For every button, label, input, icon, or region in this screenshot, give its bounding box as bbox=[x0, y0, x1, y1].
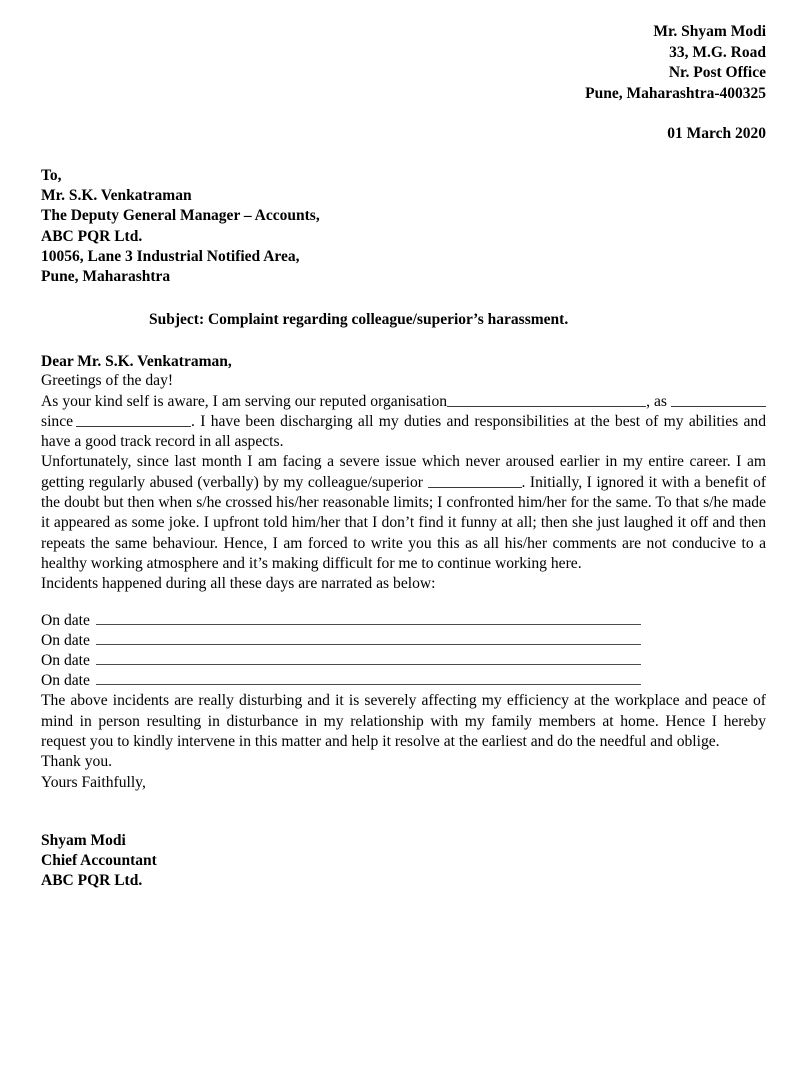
incident-detail-blank[interactable] bbox=[96, 611, 641, 625]
recipient-designation: The Deputy General Manager – Accounts, bbox=[41, 207, 320, 225]
incident-date-label: On date bbox=[41, 672, 90, 690]
incidents-intro-line: Incidents happened during all these days are narrated as below: bbox=[41, 575, 436, 593]
paragraph-one-text-b: , as bbox=[646, 392, 667, 410]
sender-street: 33, M.G. Road bbox=[669, 43, 766, 61]
paragraph-one-text-c: since bbox=[41, 412, 74, 430]
organisation-blank[interactable] bbox=[447, 393, 646, 407]
recipient-company: ABC PQR Ltd. bbox=[41, 227, 143, 245]
signature-block bbox=[41, 831, 766, 892]
sender-landmark: Nr. Post Office bbox=[668, 64, 766, 81]
sender-city-pin: Pune, Maharashtra-400325 bbox=[585, 84, 766, 102]
sender-name: Mr. Shyam Modi bbox=[653, 23, 766, 40]
letter-date: 01 March 2020 bbox=[667, 125, 766, 142]
salutation: Dear Mr. S.K. Venkatraman, bbox=[41, 353, 232, 371]
recipient-to-label: To, bbox=[41, 167, 62, 184]
incident-row bbox=[41, 611, 766, 631]
incident-detail-blank[interactable] bbox=[96, 651, 641, 665]
incident-detail-blank[interactable] bbox=[96, 631, 641, 645]
incident-date-label: On date bbox=[41, 632, 90, 650]
recipient-city: Pune, Maharashtra bbox=[41, 268, 171, 286]
recipient-address-block bbox=[41, 166, 766, 287]
incident-row bbox=[41, 631, 766, 651]
designation-blank[interactable] bbox=[671, 393, 766, 407]
incident-date-label: On date bbox=[41, 612, 90, 630]
paragraph-one bbox=[41, 392, 766, 453]
incident-date-label: On date bbox=[41, 652, 90, 670]
signer-designation: Chief Accountant bbox=[41, 852, 157, 870]
paragraph-one-text-d: . I have been discharging all my duties and responsibilities at the best of my abilities and have a good track record in all aspects. bbox=[41, 412, 766, 451]
sign-off-line: Yours Faithfully, bbox=[41, 773, 146, 791]
paragraph-two-text-b: . Initially, I ignored it with a benefit of the doubt but then when s/he crossed his/her reasonable limits; I confronted him/her for the same. To that s/he made it appeared as some joke. I upfront told him/her that I don’t find it funny at all; then she just laughed it off and then repeats the same behaviour. Hence, I am forced to write you this as all his/her comments are not conducive to a healthy working atmosphere and it’s making difficult for me to continue working here. bbox=[41, 473, 767, 572]
signer-name: Shyam Modi bbox=[41, 831, 126, 849]
letter-body bbox=[41, 371, 766, 793]
incident-row bbox=[41, 651, 766, 671]
incident-detail-blank[interactable] bbox=[96, 671, 641, 685]
thank-you-line: Thank you. bbox=[41, 753, 113, 771]
paragraph-two bbox=[41, 452, 766, 574]
greeting-line: Greetings of the day! bbox=[41, 372, 174, 390]
incident-row bbox=[41, 671, 766, 691]
letter-page bbox=[41, 0, 766, 1067]
paragraph-one-text-a: As your kind self is aware, I am serving our reputed organisation bbox=[41, 392, 448, 410]
recipient-name: Mr. S.K. Venkatraman bbox=[41, 187, 192, 205]
paragraph-two-text-a: Unfortunately, since last month I am facing a severe issue which never aroused earlier in my entire career. I am getting regularly abused (verbally) by my colleague/superior bbox=[41, 453, 766, 491]
signer-company: ABC PQR Ltd. bbox=[41, 872, 143, 890]
recipient-street: 10056, Lane 3 Industrial Notified Area, bbox=[41, 247, 300, 265]
colleague-name-blank[interactable] bbox=[428, 474, 522, 488]
closing-paragraph: The above incidents are really disturbing and it is severely affecting my efficiency at the workplace and peace of mind in person resulting in disturbance in my relationship with my family members at home. Hence I hereby request you to kindly intervene in this matter and help it resolve at the earliest and do the needful and oblige. bbox=[41, 692, 766, 751]
incident-entry-list bbox=[41, 611, 766, 691]
since-date-blank[interactable] bbox=[76, 413, 191, 427]
sender-address-block bbox=[41, 0, 766, 104]
subject-line: Subject: Complaint regarding colleague/superior’s harassment. bbox=[149, 311, 569, 329]
